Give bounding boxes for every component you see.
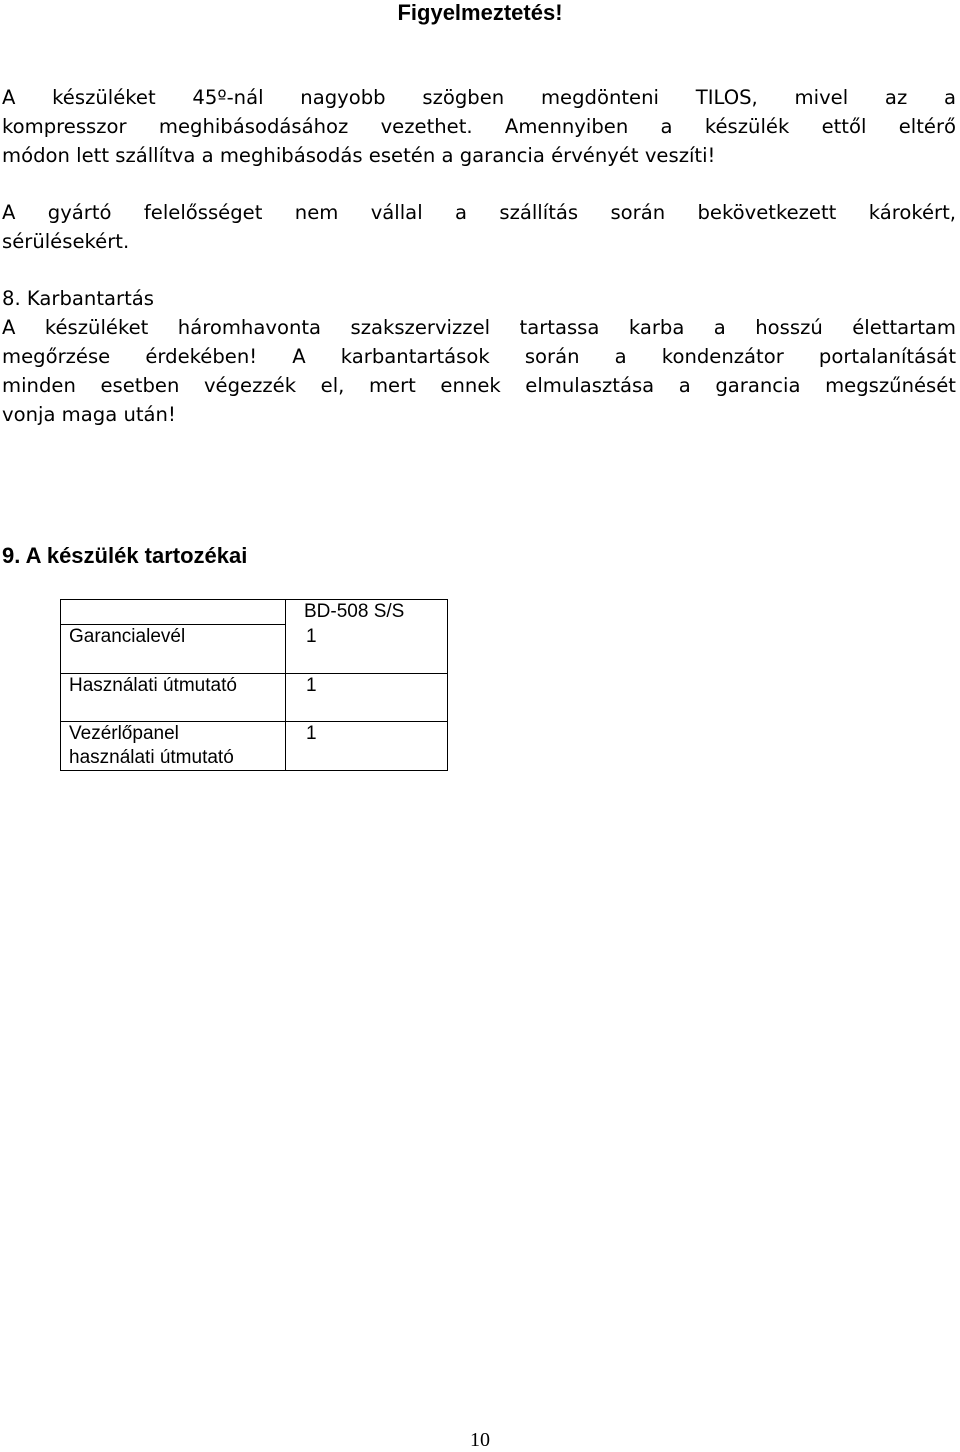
table-cell-qty: 1: [286, 722, 448, 771]
paragraph-line: sérülésekért.: [2, 230, 130, 253]
table-cell-qty: 1: [286, 625, 448, 674]
warning-paragraph-liability: [2, 198, 956, 256]
paragraph-line: vonja maga után!: [2, 403, 176, 426]
table-header-empty-cell: [61, 600, 286, 625]
warning-title: Figyelmeztetés!: [397, 0, 563, 25]
paragraph-line: A készüléket 45º-nál nagyobb szögben megdönteni TILOS, mivel az a: [2, 86, 956, 109]
table-column-header: BD-508 S/S: [286, 600, 448, 625]
paragraph-line: megőrzése érdekében! A karbantartások során a kondenzátor portalanítását: [2, 345, 956, 368]
table-header-row: [61, 600, 448, 625]
table-cell-item: Használati útmutató: [61, 674, 286, 722]
paragraph-line: kompresszor meghibásodásához vezethet. Amennyiben a készülék ettől eltérő: [2, 115, 956, 138]
table-row: [61, 625, 448, 674]
paragraph-line: A gyártó felelősséget nem vállal a szállítás során bekövetkezett károkért,: [2, 201, 956, 224]
table-cell-item-line: használati útmutató: [69, 747, 234, 768]
table-cell-qty: 1: [286, 674, 448, 722]
table-cell-item: Garancialevél: [61, 625, 286, 674]
paragraph-line: A készüléket háromhavonta szakszervizzel tartassa karba a hosszú élettartam: [2, 316, 956, 339]
table-cell-item-line: Vezérlőpanel: [69, 723, 179, 744]
paragraph-line: módon lett szállítva a meghibásodás esetén a garancia érvényét veszíti!: [2, 144, 716, 167]
paragraph-line: minden esetben végezzék el, mert ennek elmulasztása a garancia megszűnését: [2, 374, 956, 397]
page-number: 10: [470, 1429, 490, 1451]
accessories-table: [60, 599, 448, 771]
table-row: [61, 674, 448, 722]
table-row: [61, 722, 448, 771]
section-heading-maintenance: 8. Karbantartás: [2, 287, 154, 310]
table-cell-item: [61, 722, 286, 771]
warning-paragraph-tilt: [2, 83, 956, 170]
section-maintenance: [2, 284, 956, 429]
section-heading-accessories: 9. A készülék tartozékai: [2, 543, 248, 568]
